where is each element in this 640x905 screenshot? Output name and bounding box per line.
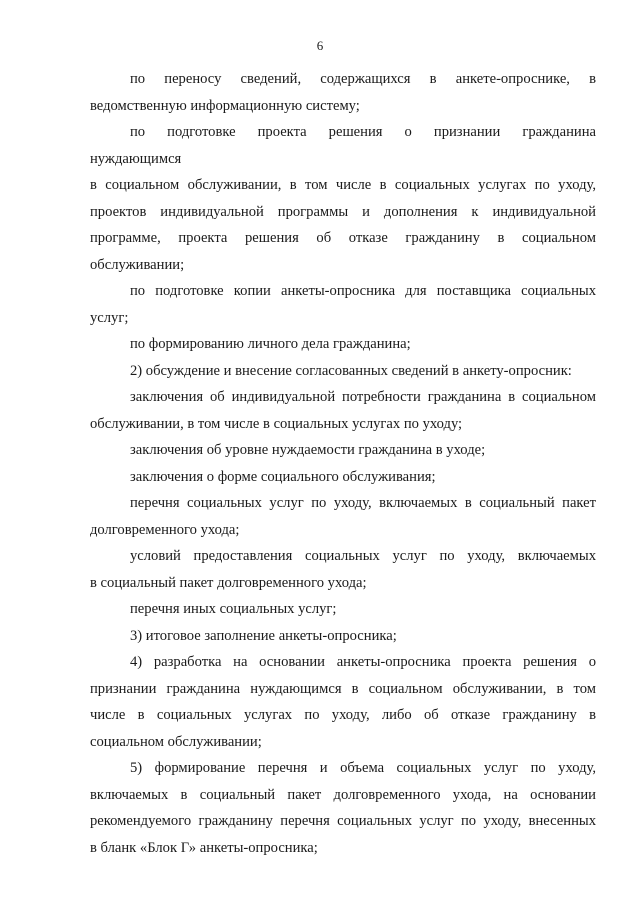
text-line: заключения о форме социального обслуживания; bbox=[130, 468, 436, 485]
text-line: в социальном обслуживании, в том числе в социальных услугах по уходу, bbox=[90, 177, 596, 193]
text-line: обслуживании; bbox=[90, 256, 185, 273]
text-line: включаемых в социальный пакет долговременного ухода, на основании bbox=[90, 786, 596, 803]
text-line: 4) разработка на основании анкеты-опросника проекта решения о bbox=[130, 654, 596, 670]
text-line: по переносу сведений, содержащихся в анкете-опроснике, в bbox=[130, 71, 596, 87]
text-line: 5) формирование перечня и объема социальных услуг по уходу, bbox=[130, 760, 596, 776]
text-line: перечня иных социальных услуг; bbox=[130, 601, 337, 617]
text-line: по формированию личного дела гражданина; bbox=[130, 336, 411, 352]
text-line: рекомендуемого гражданину перечня социальных услуг по уходу, внесенных bbox=[90, 813, 596, 829]
text-line: программе, проекта решения об отказе гражданину в социальном bbox=[90, 230, 596, 246]
text-line: 2) обсуждение и внесение согласованных сведений в анкету-опросник: bbox=[130, 362, 572, 379]
text-line: ведомственную информационную систему; bbox=[90, 97, 360, 114]
text-line: числе в социальных услугах по уходу, либо об отказе гражданину в bbox=[90, 707, 596, 723]
document-body bbox=[90, 66, 596, 861]
text-line: социальном обслуживании; bbox=[90, 733, 262, 750]
text-line: нуждающимся bbox=[90, 150, 182, 167]
text-line: проектов индивидуальной программы и дополнения к индивидуальной bbox=[90, 203, 596, 220]
text-line: по подготовке копии анкеты-опросника для поставщика социальных bbox=[130, 283, 596, 299]
text-line: 3) итоговое заполнение анкеты-опросника; bbox=[130, 627, 397, 644]
text-line: перечня социальных услуг по уходу, включаемых в социальный пакет bbox=[130, 495, 596, 511]
text-line: долговременного ухода; bbox=[90, 521, 240, 538]
text-line: в социальный пакет долговременного ухода; bbox=[90, 574, 367, 591]
text-line: условий предоставления социальных услуг по уходу, включаемых bbox=[130, 548, 596, 564]
text-line: признании гражданина нуждающимся в социальном обслуживании, в том bbox=[90, 680, 596, 697]
text-line: заключения об индивидуальной потребности гражданина в социальном bbox=[130, 389, 596, 405]
text-line: по подготовке проекта решения о признании гражданина bbox=[130, 124, 596, 140]
text-line: в бланк «Блок Г» анкеты-опросника; bbox=[90, 839, 318, 856]
text-line: заключения об уровне нуждаемости гражданина в уходе; bbox=[130, 442, 486, 458]
page-number: 6 bbox=[316, 38, 324, 53]
text-line: услуг; bbox=[90, 309, 129, 326]
text-line: обслуживании, в том числе в социальных услугах по уходу; bbox=[90, 415, 463, 432]
